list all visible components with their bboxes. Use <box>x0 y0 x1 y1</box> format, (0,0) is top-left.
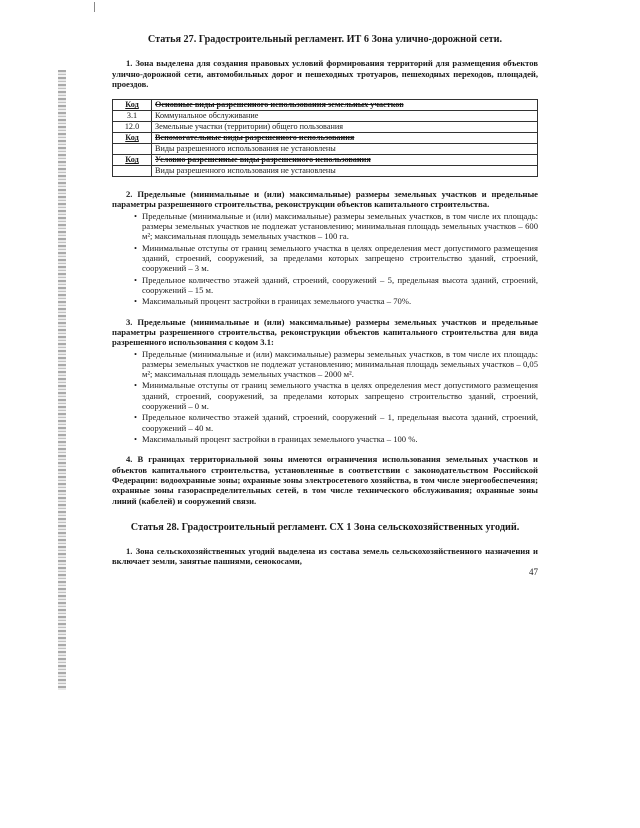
list-item-text: Предельные (минимальные и (или) максимальные) размеры земельных участков, в том числе их площадь: размеры земельных участков не подлежат установлению; минимальная площадь земельных участков – 600 м²; максимальная площадь земельных участков – 100 га. <box>142 210 538 242</box>
bullet-marker: • <box>134 242 138 253</box>
table-header-row <box>113 133 538 144</box>
article-27-paragraph-2-title: 2. Предельные (минимальные и (или) максимальные) размеры земельных участков и предельные параметры разрешенного строительства, реконструкции объектов капитального строительства. <box>112 189 538 210</box>
bullet-marker: • <box>134 434 138 445</box>
table-cell-code: Код <box>113 100 152 111</box>
table-cell-use: Вспомогательные виды разрешенного использования <box>152 133 538 144</box>
article-27-paragraph-2-list <box>112 211 538 307</box>
scan-corner-mark <box>94 2 95 12</box>
table-cell-use: Условно разрешенные виды разрешенного использования <box>152 155 538 166</box>
table-cell-code <box>113 144 152 155</box>
article-28-paragraph-1: 1. Зона сельскохозяйственных угодий выделена из состава земель сельскохозяйственного назначения и включает земли, занятые пашнями, сенокосами, <box>112 546 538 567</box>
list-item-text: Минимальные отступы от границ земельного участка в целях определения мест допустимого размещения зданий, строений, сооружений, за пределами которых запрещено строительство зданий, строений, сооружений – 0 м. <box>142 380 538 412</box>
article-27-paragraph-3-list <box>112 349 538 445</box>
table-row <box>113 111 538 122</box>
bullet-marker: • <box>134 210 138 221</box>
bullet-marker: • <box>134 296 138 307</box>
table-cell-code: Код <box>113 133 152 144</box>
table-row <box>113 166 538 177</box>
list-item <box>112 296 538 306</box>
table-cell-code: 3.1 <box>113 111 152 122</box>
table-header-row <box>113 155 538 166</box>
table-cell-code: Код <box>113 155 152 166</box>
article-27-title: Статья 27. Градостроительный регламент. ИТ 6 Зона улично-дорожной сети. <box>147 34 503 45</box>
list-item <box>112 349 538 380</box>
table-cell-use: Виды разрешенного использования не установлены <box>152 144 538 155</box>
bullet-marker: • <box>134 412 138 423</box>
list-item <box>112 275 538 296</box>
list-item <box>112 434 538 444</box>
article-27-paragraph-3-title: 3. Предельные (минимальные и (или) максимальные) размеры земельных участков и предельные параметры разрешенного строительства, реконструкции объектов капитального строительства для вида разрешенного использования с кодом 3.1: <box>112 316 538 348</box>
table-row <box>113 144 538 155</box>
scan-binding-edge <box>58 70 66 690</box>
article-28-title: Статья 28. Градостроительный регламент. СХ 1 Зона сельскохозяйственных угодий. <box>130 521 520 533</box>
list-item-text: Предельное количество этажей зданий, строений, сооружений – 5, предельная высота зданий, строений, сооружений – 15 м. <box>142 274 538 295</box>
article-27-paragraph-4: 4. В границах территориальной зоны имеются ограничения использования земельных участков и объектов капитального строительства, установленные в соответствии с законодательством Российской Федерации: водоохранные зоны; охранные зоны электросетевого хозяйства, в том числе энергообеспечения; охранные зоны газораспределительных сетей, в том числе технического обслуживания; охранные зоны линий (кабелей) и сооружений связи. <box>112 454 538 506</box>
bullet-marker: • <box>134 380 138 391</box>
list-item <box>112 380 538 411</box>
table-cell-code: 12.0 <box>113 122 152 133</box>
table-cell-use: Основные виды разрешенного использования земельных участков <box>152 100 538 111</box>
table-cell-use: Виды разрешенного использования не установлены <box>152 166 538 177</box>
bullet-marker: • <box>134 274 138 285</box>
article-27-paragraph-1: 1. Зона выделена для создания правовых условий формирования территорий для размещения объектов улично-дорожной сети, автомобильных дорог и пешеходных тротуаров, пешеходных переходов, площадей, проездов. <box>112 58 538 89</box>
list-item <box>112 243 538 274</box>
list-item-text: Минимальные отступы от границ земельного участка в целях определения мест допустимого размещения зданий, строений, сооружений, за пределами которых запрещено строительство зданий, строений, сооружений – 3 м. <box>142 242 538 274</box>
list-item-text: Предельное количество этажей зданий, строений, сооружений – 1, предельная высота зданий, строений, сооружений – 40 м. <box>142 412 538 433</box>
list-item-text: Максимальный процент застройки в границах земельного участка – 70%. <box>142 296 412 307</box>
list-item-text: Предельные (минимальные и (или) максимальные) размеры земельных участков, в том числе их площадь: размеры земельных участков не подлежат установлению; минимальная площадь земельных участков – 0,05 м²; максимальная площадь земельных участков – 2000 м². <box>142 348 538 380</box>
bullet-marker: • <box>134 348 138 359</box>
table-header-row <box>113 100 538 111</box>
table-cell-use: Коммунальное обслуживание <box>152 111 538 122</box>
page-number: 47 <box>529 566 538 577</box>
list-item <box>112 412 538 433</box>
list-item <box>112 211 538 242</box>
list-item-text: Максимальный процент застройки в границах земельного участка – 100 %. <box>142 434 418 445</box>
table-cell-code <box>113 166 152 177</box>
document-page <box>112 34 538 577</box>
table-row <box>113 122 538 133</box>
table-cell-use: Земельные участки (территории) общего пользования <box>152 122 538 133</box>
permitted-use-table <box>112 99 538 177</box>
